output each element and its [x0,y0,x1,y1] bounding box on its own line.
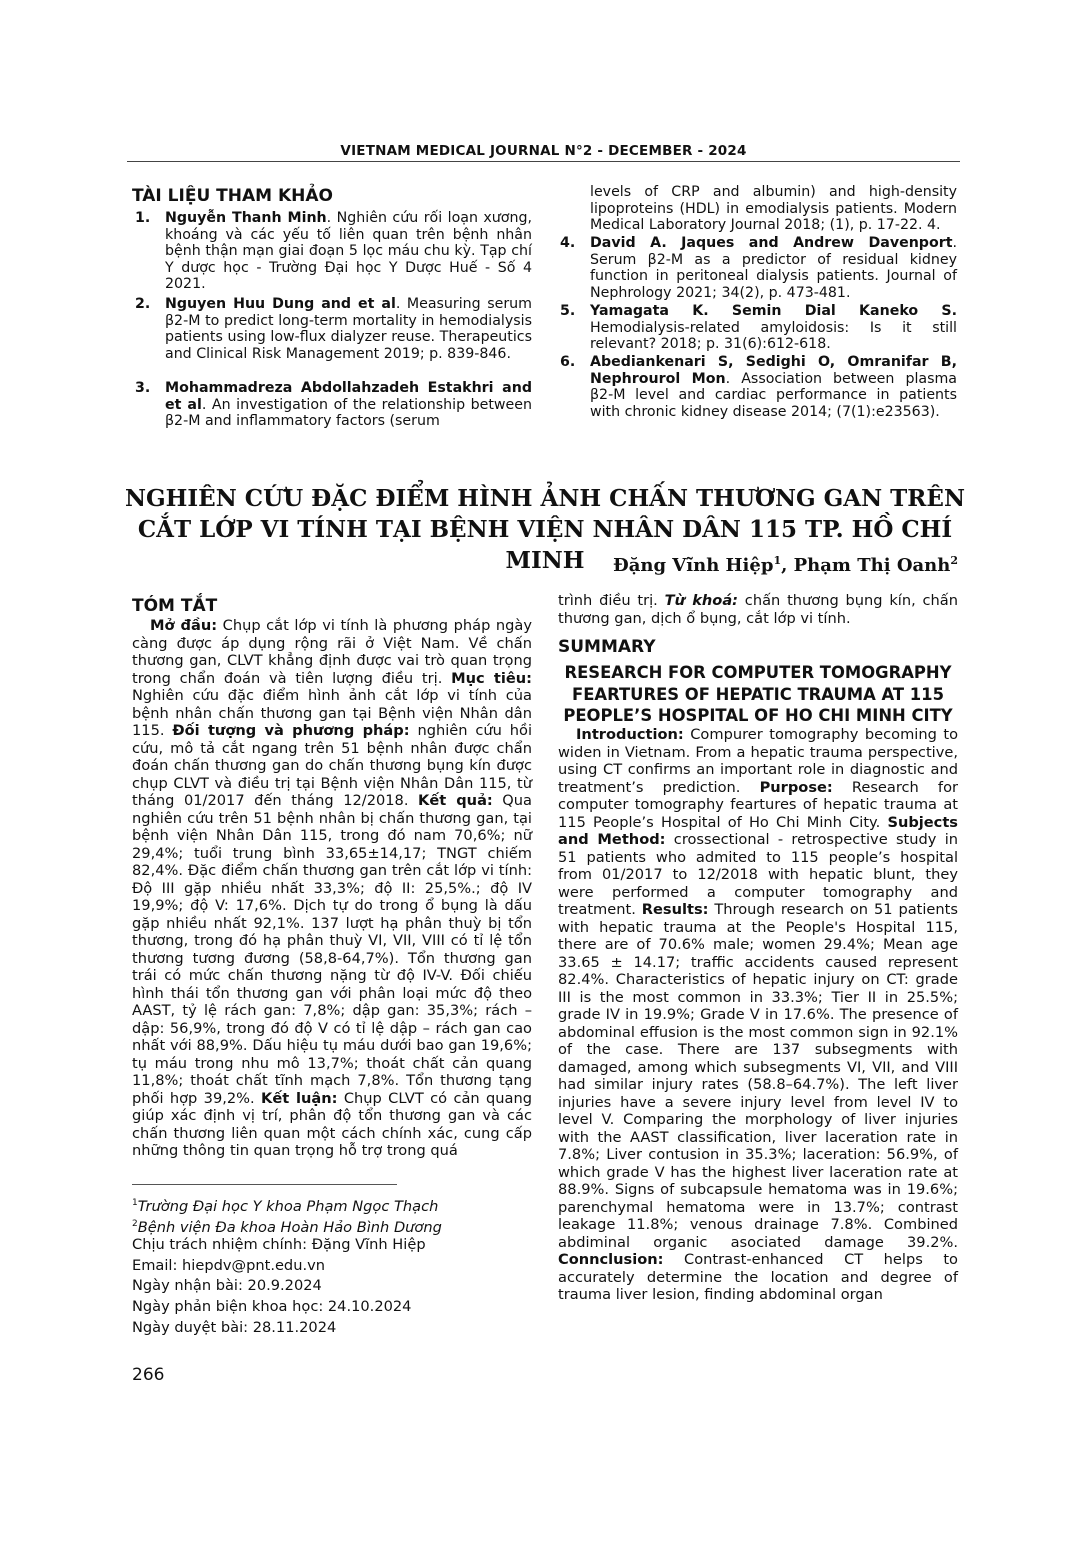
reference-5 [560,303,957,353]
reference-4 [560,235,957,301]
reference-authors: Mohammadreza Abdollahzadeh Estakhri and et al [165,380,532,413]
abstract-aim-text: Nghiên cứu đặc điểm hình ảnh cắt lớp vi tính của bệnh nhân chấn thương gan tại Bệnh viện Nhân dân 115. [132,687,532,739]
reference-text: . Measuring serum β2-M to predict long-term mortality in hemodialysis patients using low-flux dialyzer reuse. Therapeutics and Clinical Risk Management 2019; p. 839-846. [165,296,532,362]
abstract-conclusion-text: Chụp CLVT có cản quang giúp xác định vị trí, phân độ tổn thương gan và các chấn thương liên quan một cách chính xác, cung cấp những thông tin quan trọng hỗ trợ trong quá [132,1089,532,1159]
author-name: Phạm Thị Oanh [793,555,951,576]
reference-authors: David A. Jaques and Andrew Davenport [590,235,953,251]
summary-title [558,662,958,727]
summary-title-line: PEOPLE’S HOSPITAL OF HO CHI MINH CITY [563,706,953,725]
summary-title-line: FEARTURES OF HEPATIC TRAUMA AT 115 [572,684,944,704]
abstract-intro-label: Mở đầu: [150,617,218,634]
author-affiliation-mark: 1 [773,554,782,567]
reference-number: 1. [135,210,151,226]
summary-body [558,726,958,1304]
abstract-aim-label: Mục tiêu: [451,669,532,687]
reference-authors: Abediankenari S, Sedighi O, Omranifar B, Nephrourol Mon [590,354,957,387]
affiliation-text: Trường Đại học Y khoa Phạm Ngọc Thạch [137,1197,439,1215]
abstract-continuation-text: trình điều trị. [558,592,665,609]
summary-purpose-text: Research for computer tomography feartures of hepatic trauma at 115 People’s Hospital of Ho Chi Minh City. [558,778,958,831]
abstract-title: TÓM TẮT [132,596,218,616]
keywords-label: Từ khoá: [664,592,739,609]
reference-2 [135,296,532,362]
page-number: 266 [132,1365,165,1385]
reference-number: 4. [560,235,576,251]
abstract-method-label: Đối tượng và phương pháp: [172,722,410,739]
summary-title-line: RESEARCH FOR COMPUTER TOMOGRAPHY [564,663,952,682]
reference-text: Hemodialysis-related amyloidosis: Is it still relevant? 2018; p. 31(6):612-618. [590,319,957,353]
reference-authors: Nguyễn Thanh Minh [165,210,327,226]
summary-conclusion-label: Connclusion: [558,1251,664,1268]
header-rule [127,161,960,162]
abstract-vi-continued [558,592,958,627]
date-accepted: Ngày duyệt bài: 28.11.2024 [132,1319,337,1336]
summary-intro-text: Compurer tomography becoming to widen in Vietnam. From a hepatic trauma perspective, using CT confirms an important role in diagnostic and treatment’s prediction. [558,726,958,796]
author-separator: , [781,555,794,576]
reference-number: 3. [135,380,151,396]
reference-number: 6. [560,354,576,370]
abstract-result-text: Qua nghiên cứu trên 51 bệnh nhân bị chấn thương gan, tại bệnh viện Nhân Dân 115, trong đó nam 70,6%; nữ 29,4%; tuổi trung bình 33,65±14,17; TNGT chiếm 82,4%. Đặc điểm chấn thương gan trên cắt lớp vi tính: Độ III gặp nhiều nhất 33,3%; độ II: 25,5%.; độ IV 19,9%; độ V: 17,6%. Dịch tự do trong ổ bụng là dấu gặp nhiều nhất 92,1%. 137 lượt hạ phân thuỳ bị tổn thương, trong đó hạ phân thuỳ VI, VII, VIII có tỉ lệ tổn thương tương đương (58,8-64,7%). Tổn thương gan trái có mức chấn thương nặng từ độ IV-V. Đối chiếu hình thái tổn thương gan với phân loại mức độ theo AAST, tỷ lệ rách gan: 7,8%; dập gan: 35,3%; rách – dập: 56,9%, trong đó độ V có tỉ lệ dập – rách gan cao nhất với 88,9%. Dấu hiệu tụ máu dưới bao gan 19,6%; tụ máu trong nhu mô 13,7%; thoát chất cản quang 11,8%; thoát chất tĩnh mạch 7,8%. Tổn thương tạng phối hợp 39,2%. [132,792,532,1107]
summary-results-text: Through research on 51 patients with hepatic trauma at the People's Hospital 115, there are of 70.6% male; women 29.4%; Mean age 33.65 ± 14.17; traffic accidents caused represent 82.4%. Characteristics of hepatic injury on CT: grade III is the most common in 33.3%; Tier II in 25.5%; grade IV in 19.9%; Grade V in 17.6%. The presence of abdominal effusion is the most common sign in 92.1% of the case. There are 137 subsegments with damaged, among which subsegments VI, VII, and VIII had similar injury rates (58.8–64.7%). The left liver injuries have a severe injury level from level IV to level V. Comparing the morphology of liver injuries with the AAST classification, liver laceration rate in 7.8%; Liver contusion in 35.3%; laceration: 56.9%, of which grade V has the highest liver laceration rate at 88.9%. Signs of subcapsule hematoma was in 19.6%; parenchymal hematoma were in 13.7%; contrast leakage 11.8%; venous drainage 7.8%. Combined abdiminal organic asociated damage 39.2%. [558,901,958,1251]
article-authors [613,554,958,576]
reference-authors: Yamagata K. Semin Dial Kaneko S. [590,303,957,319]
summary-intro-label: Introduction: [576,726,684,743]
reference-text: . An investigation of the relationship between β2-M and inflammatory factors (serum [165,396,532,430]
abstract-conclusion-label: Kết luận: [261,1089,338,1107]
corresponding-author: Chịu trách nhiệm chính: Đặng Vĩnh Hiệp [132,1236,426,1253]
author-name: Đặng Vĩnh Hiệp [612,555,774,576]
affiliation-mark: 2 [132,1219,138,1229]
keywords-text: chấn thương bụng kín, chấn thương gan, dịch ổ bụng, cắt lớp vi tính. [558,592,958,627]
date-received: Ngày nhận bài: 20.9.2024 [132,1277,322,1294]
summary-purpose-label: Purpose: [759,778,833,796]
reference-authors: Nguyen Huu Dung and et al [165,296,396,312]
article-title-line-2: CẮT LỚP VI TÍNH TẠI BỆNH VIỆN NHÂN DÂN 115 TP. HỒ CHÍ MINH [137,516,953,574]
email: Email: hiepdv@pnt.edu.vn [132,1257,325,1274]
abstract-intro-text: Chụp cắt lớp vi tính là phương pháp ngày càng được áp dụng rộng rãi ở Việt Nam. Về chấn thương gan, CLVT khẳng định được vai trò quan trọng trong chẩn đoán và tiên lượng điều trị. [132,617,532,687]
reference-text: . Nghiên cứu rối loạn xương, khoáng và các yếu tố liên quan trên bệnh nhân bệnh thận mạn giai đoạn 5 lọc máu chu kỳ. Tạp chí Y dược học - Trường Đại học Y Dược Huế - Số 4 2021. [165,210,532,293]
summary-method-text: crossectional - retrospective study in 51 patients who admited to 115 people’s hospital from 01/2017 to 12/2018 with hepatic blunt, they were performed a computer tomography and treatment. [558,831,959,918]
summary-heading: SUMMARY [558,637,656,657]
references-title: TÀI LIỆU THAM KHẢO [132,186,333,206]
abstract-result-label: Kết quả: [418,792,493,809]
abstract-method-text: nghiên cứu hồi cứu, mô tả cắt ngang trên 51 bệnh nhân được chẩn đoán chấn thương gan do chấn thương bụng kín được chụp CLVT và điều trị tại Bệnh viện Nhân Dân 115, từ tháng 01/2017 đến tháng 12/2018. [132,722,532,809]
reference-6 [560,354,958,420]
article-title-line-1: NGHIÊN CỨU ĐẶC ĐIỂM HÌNH ẢNH CHẤN THƯƠNG GAN TRÊN [125,485,965,512]
summary-results-label: Results: [641,901,709,918]
affiliation-mark: 1 [132,1198,138,1208]
reference-number: 5. [560,303,576,319]
reference-1 [135,210,532,293]
reference-text: . Association between plasma β2-M level and cardiac performance in patients with chronic kidney disease 2014; (7(1):e23563). [590,370,958,420]
author-affiliation-mark: 2 [950,554,958,567]
running-header: VIETNAM MEDICAL JOURNAL N°2 - DECEMBER - 2024 [340,143,747,159]
abstract-vi-body [132,617,532,1160]
affiliation-text: Bệnh viện Đa khoa Hoàn Hảo Bình Dương [137,1218,442,1236]
reference-number: 2. [135,296,151,312]
summary-method-label: Subjects and Method: [558,813,958,848]
reference-text: . Serum β2-M as a predictor of residual kidney function in peritoneal dialysis patients. Journal of Nephrology 2021; 34(2), p. 473-481. [590,235,957,301]
footnote-rule [132,1184,397,1185]
reference-3 [135,380,532,430]
date-reviewed: Ngày phản biện khoa học: 24.10.2024 [132,1298,412,1315]
reference-3-continued: levels of CRP and albumin) and high-density lipoproteins (HDL) in emodialysis patients. Modern Medical Laboratory Journal 2018; (1), p. 17-22. 4. [590,184,957,234]
summary-conclusion-text: Contrast-enhanced CT helps to accurately determine the location and degree of trauma liver lesion, finding abdominal organ [558,1251,958,1303]
